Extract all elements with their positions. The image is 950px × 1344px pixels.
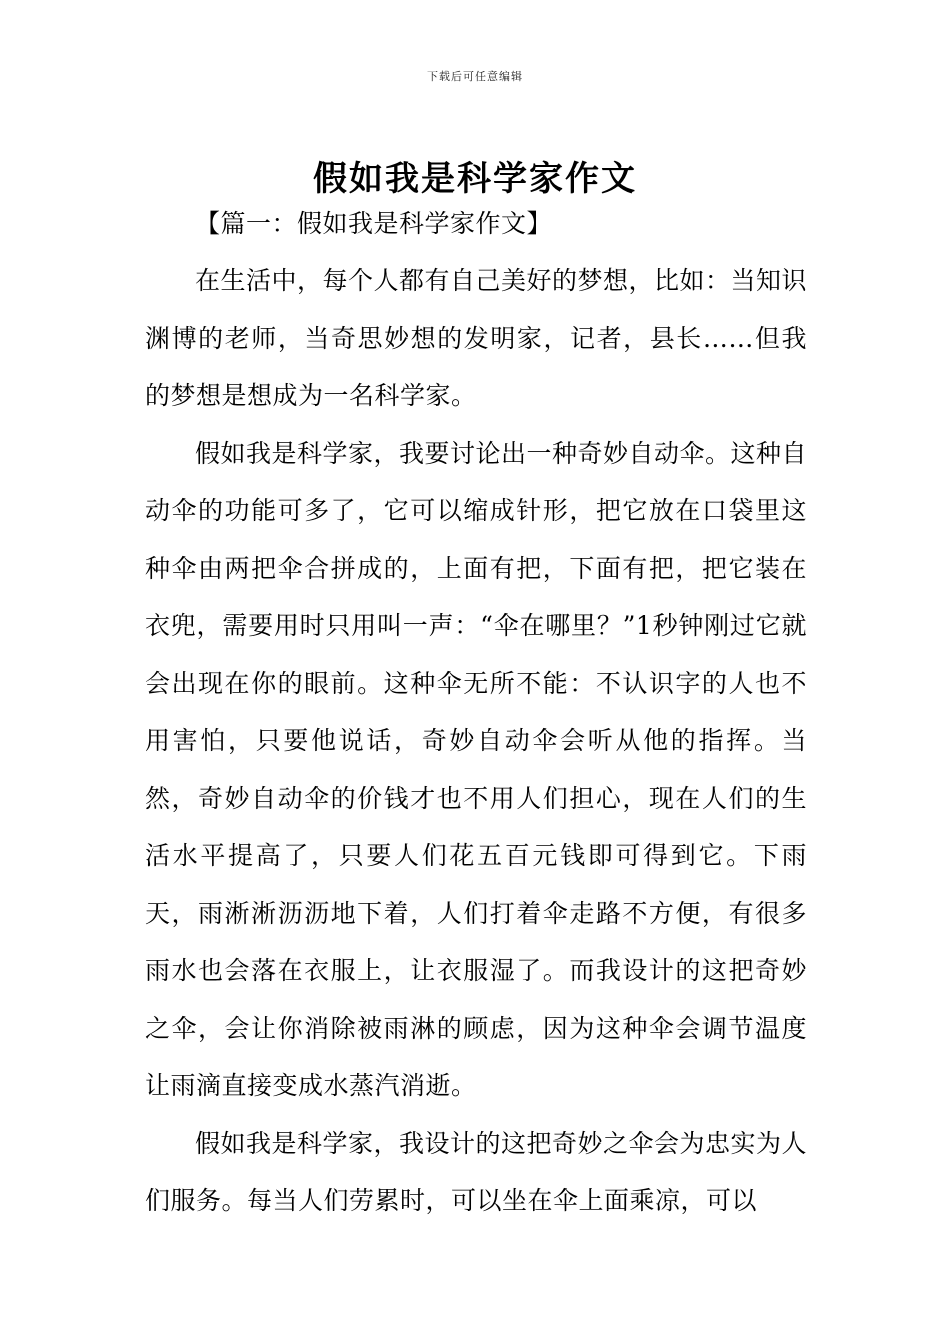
section-heading: 【篇一：假如我是科学家作文】 xyxy=(195,209,553,238)
paragraph-3: 假如我是科学家，我设计的这把奇妙之伞会为忠实为人们服务。每当人们劳累时，可以坐在伞上面乘凉，可以 xyxy=(145,1128,808,1215)
paragraph-1: 在生活中，每个人都有自己美好的梦想，比如：当知识渊博的老师，当奇思妙想的发明家，记者，县长……但我的梦想是想成为一名科学家。 xyxy=(145,266,808,410)
page-title: 假如我是科学家作文 xyxy=(313,158,637,199)
document-body xyxy=(145,196,807,1230)
header-note: 下载后可任意编辑 xyxy=(427,70,523,83)
paragraph-2: 假如我是科学家，我要讨论出一种奇妙自动伞。这种自动伞的功能可多了，它可以缩成针形，把它放在口袋里这种伞由两把伞合拼成的，上面有把，下面有把，把它装在衣兜，需要用时只用叫一声：“伞在哪里？”1秒钟刚过它就会出现在你的眼前。这种伞无所不能：不认识字的人也不用害怕，只要他说话，奇妙自动伞会听从他的指挥。当然，奇妙自动伞的价钱才也不用人们担心，现在人们的生活水平提高了，只要人们花五百元钱即可得到它。下雨天，雨淅淅沥沥地下着，人们打着伞走路不方便，有很多雨水也会落在衣服上，让衣服湿了。而我设计的这把奇妙之伞，会让你消除被雨淋的顾虑，因为这种伞会调节温度让雨滴直接变成水蒸汽消逝。 xyxy=(145,438,808,1100)
